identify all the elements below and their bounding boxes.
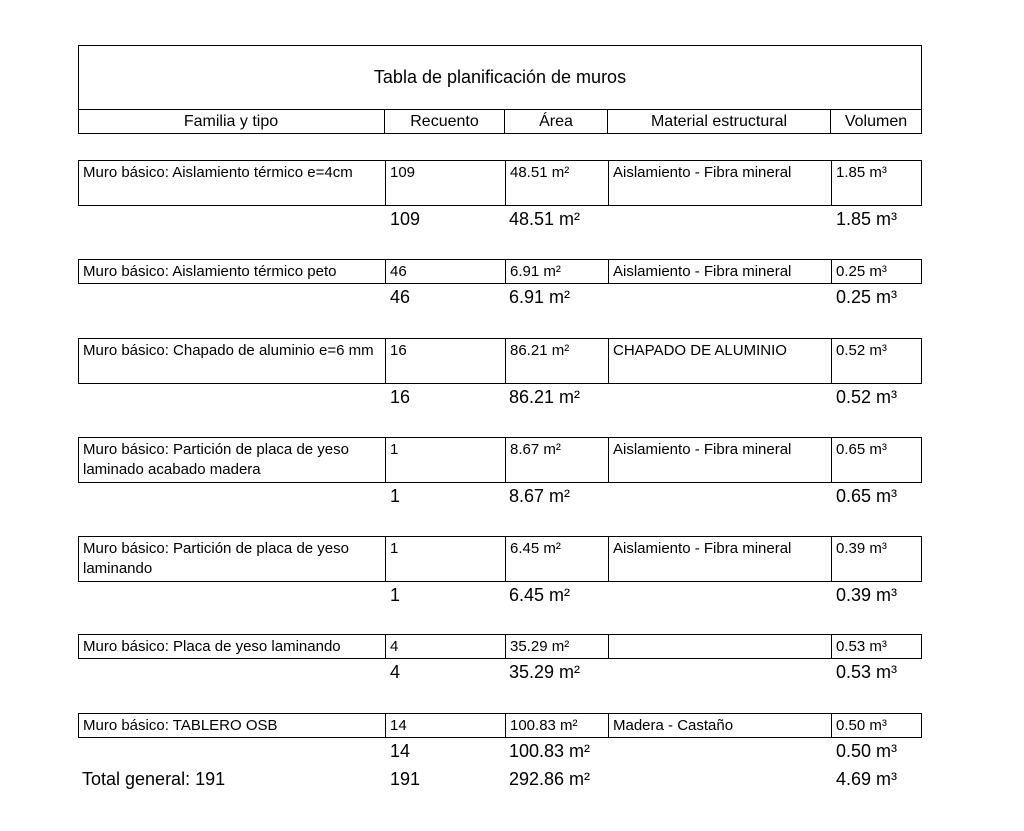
cell-familia: Muro básico: Aislamiento térmico peto (79, 260, 386, 283)
subtotal-row (78, 583, 922, 607)
subtotal-recuento: 1 (390, 486, 401, 506)
cell-recuento: 46 (386, 260, 506, 283)
cell-area: 35.29 m² (506, 635, 609, 658)
cell-familia: Muro básico: Chapado de aluminio e=6 mm (79, 339, 386, 383)
subtotal-area: 100.83 m² (509, 741, 591, 761)
subtotal-volumen: 0.52 m³ (836, 387, 898, 407)
cell-recuento: 109 (386, 161, 506, 205)
cell-material: Aislamiento - Fibra mineral (609, 537, 832, 581)
subtotal-volumen: 0.65 m³ (836, 486, 898, 506)
cell-area: 86.21 m² (506, 339, 609, 383)
table-row (78, 338, 922, 384)
table-row (78, 713, 922, 738)
cell-recuento: 14 (386, 714, 506, 737)
header-recuento: Recuento (385, 110, 505, 134)
cell-volumen: 0.53 m³ (836, 638, 887, 655)
subtotal-volumen: 0.53 m³ (836, 662, 898, 682)
subtotal-volumen: 0.50 m³ (836, 741, 898, 761)
cell-familia: Muro básico: Aislamiento térmico e=4cm (79, 161, 386, 205)
cell-volumen: 1.85 m³ (836, 164, 887, 181)
cell-familia: Muro básico: Placa de yeso laminando (79, 635, 386, 658)
header-volumen: Volumen (844, 113, 908, 130)
subtotal-row (78, 385, 922, 409)
cell-area: 100.83 m² (506, 714, 609, 737)
subtotal-row (78, 285, 922, 309)
header-material: Material estructural (608, 110, 831, 134)
subtotal-area: 6.45 m² (509, 585, 571, 605)
table-row (78, 259, 922, 284)
subtotal-recuento: 14 (390, 741, 411, 761)
cell-area: 48.51 m² (506, 161, 609, 205)
cell-material (609, 635, 832, 658)
subtotal-area: 35.29 m² (509, 662, 581, 682)
subtotal-volumen: 0.25 m³ (836, 287, 898, 307)
cell-recuento: 1 (386, 438, 506, 482)
cell-material: Madera - Castaño (609, 714, 832, 737)
table-row (78, 437, 922, 483)
table-row (78, 160, 922, 206)
cell-volumen: 0.52 m³ (836, 342, 887, 359)
table-row (78, 634, 922, 659)
cell-recuento: 4 (386, 635, 506, 658)
header-familia: Familia y tipo (78, 110, 385, 134)
schedule-header (78, 45, 922, 134)
table-row (78, 536, 922, 582)
cell-familia: Muro básico: Partición de placa de yeso laminando (79, 537, 386, 581)
subtotal-area: 6.91 m² (509, 287, 571, 307)
cell-familia: Muro básico: Partición de placa de yeso laminado acabado madera (79, 438, 386, 482)
grand-total-volumen: 4.69 m³ (836, 769, 898, 789)
cell-material: CHAPADO DE ALUMINIO (609, 339, 832, 383)
grand-total-label: Total general: 191 (82, 769, 226, 789)
cell-volumen: 0.65 m³ (836, 441, 887, 458)
cell-recuento: 16 (386, 339, 506, 383)
cell-volumen: 0.39 m³ (836, 540, 887, 557)
subtotal-row (78, 660, 922, 684)
subtotal-row (78, 484, 922, 508)
cell-area: 8.67 m² (506, 438, 609, 482)
subtotal-area: 86.21 m² (509, 387, 581, 407)
cell-material: Aislamiento - Fibra mineral (609, 161, 832, 205)
cell-area: 6.91 m² (506, 260, 609, 283)
subtotal-recuento: 4 (390, 662, 401, 682)
cell-familia: Muro básico: TABLERO OSB (79, 714, 386, 737)
header-area: Área (505, 110, 608, 134)
grand-total-recuento: 191 (390, 769, 421, 789)
cell-area: 6.45 m² (506, 537, 609, 581)
cell-volumen: 0.50 m³ (836, 717, 887, 734)
subtotal-row (78, 739, 922, 763)
subtotal-volumen: 0.39 m³ (836, 585, 898, 605)
cell-recuento: 1 (386, 537, 506, 581)
subtotal-area: 8.67 m² (509, 486, 571, 506)
grand-total-row (78, 767, 922, 791)
subtotal-volumen: 1.85 m³ (836, 209, 898, 229)
cell-material: Aislamiento - Fibra mineral (609, 438, 832, 482)
subtotal-recuento: 16 (390, 387, 411, 407)
schedule-title: Tabla de planificación de muros (373, 67, 627, 87)
subtotal-recuento: 46 (390, 287, 411, 307)
subtotal-recuento: 109 (390, 209, 421, 229)
cell-material: Aislamiento - Fibra mineral (609, 260, 832, 283)
subtotal-recuento: 1 (390, 585, 401, 605)
column-headers (78, 109, 922, 134)
subtotal-area: 48.51 m² (509, 209, 581, 229)
grand-total-area: 292.86 m² (509, 769, 591, 789)
subtotal-row (78, 207, 922, 231)
cell-volumen: 0.25 m³ (836, 263, 887, 280)
